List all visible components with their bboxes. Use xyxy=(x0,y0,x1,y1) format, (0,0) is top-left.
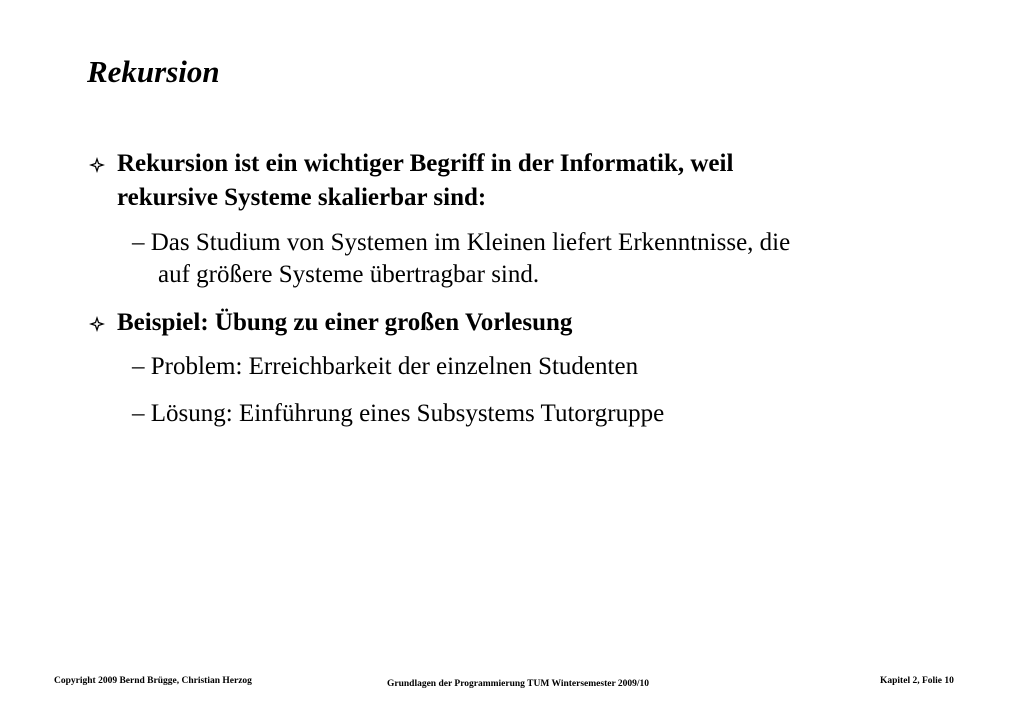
sub-bullet-text: Problem: Erreichbarkeit der einzelnen Studenten xyxy=(150,353,639,380)
footer-copyright: Copyright 2009 Bernd Brügge, Christian Herzog xyxy=(54,676,252,686)
sub-bullet-1-1-line-1 xyxy=(132,226,790,259)
bullet-1-line-2: rekursive Systeme skalierbar sind: xyxy=(117,184,487,211)
bullet-1-line-1: Rekursion ist ein wichtiger Begriff in der Informatik, weil xyxy=(117,150,734,177)
sub-bullet-text: Das Studium von Systemen im Kleinen liefert Erkenntnisse, die xyxy=(150,229,791,256)
sub-bullet-2-1 xyxy=(132,350,638,383)
footer-slide-number: Kapitel 2, Folie 10 xyxy=(880,676,954,686)
diamond-bullet-icon xyxy=(87,314,107,334)
footer-course: Grundlagen der Programmierung TUM Wintersemester 2009/10 xyxy=(387,679,650,689)
sub-bullet-dash: – xyxy=(132,400,145,427)
slide-title: Rekursion xyxy=(87,54,220,89)
bullet-2-line-1: Beispiel: Übung zu einer großen Vorlesung xyxy=(117,309,573,336)
sub-bullet-text: Lösung: Einführung eines Subsystems Tutorgruppe xyxy=(150,400,665,427)
sub-bullet-dash: – xyxy=(132,353,145,380)
diamond-bullet-icon xyxy=(87,155,107,175)
sub-bullet-1-1-line-2: auf größere Systeme übertragbar sind. xyxy=(158,261,540,288)
sub-bullet-dash: – xyxy=(132,229,145,256)
sub-bullet-2-2 xyxy=(132,397,664,430)
